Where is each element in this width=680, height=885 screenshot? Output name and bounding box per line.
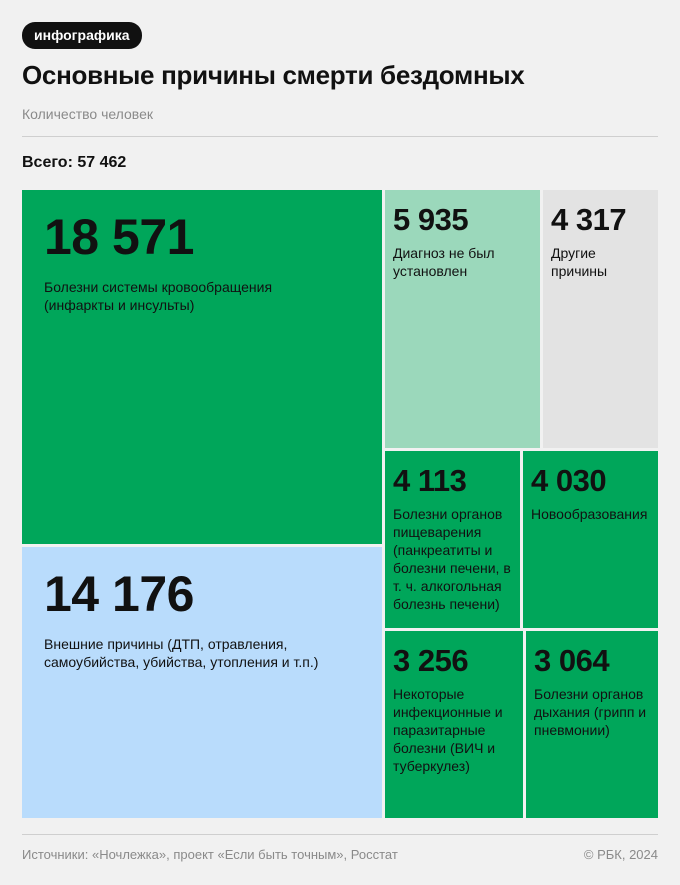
sources-note: Источники: «Ночлежка», проект «Если быть точным», Росстат xyxy=(22,847,398,862)
cell-label: Болезни органов пищеварения (панкреатиты и болезни печени, в т. ч. алкогольная болезнь печени) xyxy=(393,506,511,612)
cell-label: Болезни органов дыхания (грипп и пневмонии) xyxy=(534,686,647,738)
infographic-tag: инфографика xyxy=(22,22,142,49)
treemap-cell-digestive-diseases xyxy=(385,451,520,628)
cell-value: 3 256 xyxy=(393,643,469,678)
total-label: Всего: 57 462 xyxy=(22,154,127,171)
cell-label: Другие причины xyxy=(551,245,608,279)
cell-label: Некоторые инфекционные и паразитарные болезни (ВИЧ и туберкулез) xyxy=(393,686,503,774)
treemap-cell-infectious-diseases xyxy=(385,631,523,818)
bottom-divider xyxy=(22,834,658,835)
treemap-cell-other-causes xyxy=(543,190,658,448)
treemap-cell-undiagnosed xyxy=(385,190,540,448)
top-divider xyxy=(22,136,658,137)
cell-value: 4 317 xyxy=(551,202,627,237)
cell-value: 5 935 xyxy=(393,202,469,237)
treemap-cell-circulatory-diseases xyxy=(22,190,382,544)
cell-label: Новообразования xyxy=(531,506,648,522)
treemap xyxy=(22,190,658,818)
cell-label: Внешние причины (ДТП, отравления, самоубийства, убийства, утопления и т.п.) xyxy=(44,636,319,670)
cell-value: 4 030 xyxy=(531,463,607,498)
copyright: © РБК, 2024 xyxy=(583,847,658,862)
cell-value: 3 064 xyxy=(534,643,610,678)
cell-value: 4 113 xyxy=(393,463,467,498)
cell-value: 14 176 xyxy=(44,566,194,622)
treemap-cell-external-causes xyxy=(22,547,382,818)
cell-label: Болезни системы кровообращения (инфаркты и инсульты) xyxy=(44,279,273,313)
treemap-cell-respiratory-diseases xyxy=(526,631,658,818)
chart-subtitle: Количество человек xyxy=(22,106,153,122)
chart-title: Основные причины смерти бездомных xyxy=(22,60,525,90)
cell-value: 18 571 xyxy=(44,209,194,265)
treemap-cell-neoplasms xyxy=(523,451,658,628)
cell-label: Диагноз не был установлен xyxy=(393,245,495,279)
